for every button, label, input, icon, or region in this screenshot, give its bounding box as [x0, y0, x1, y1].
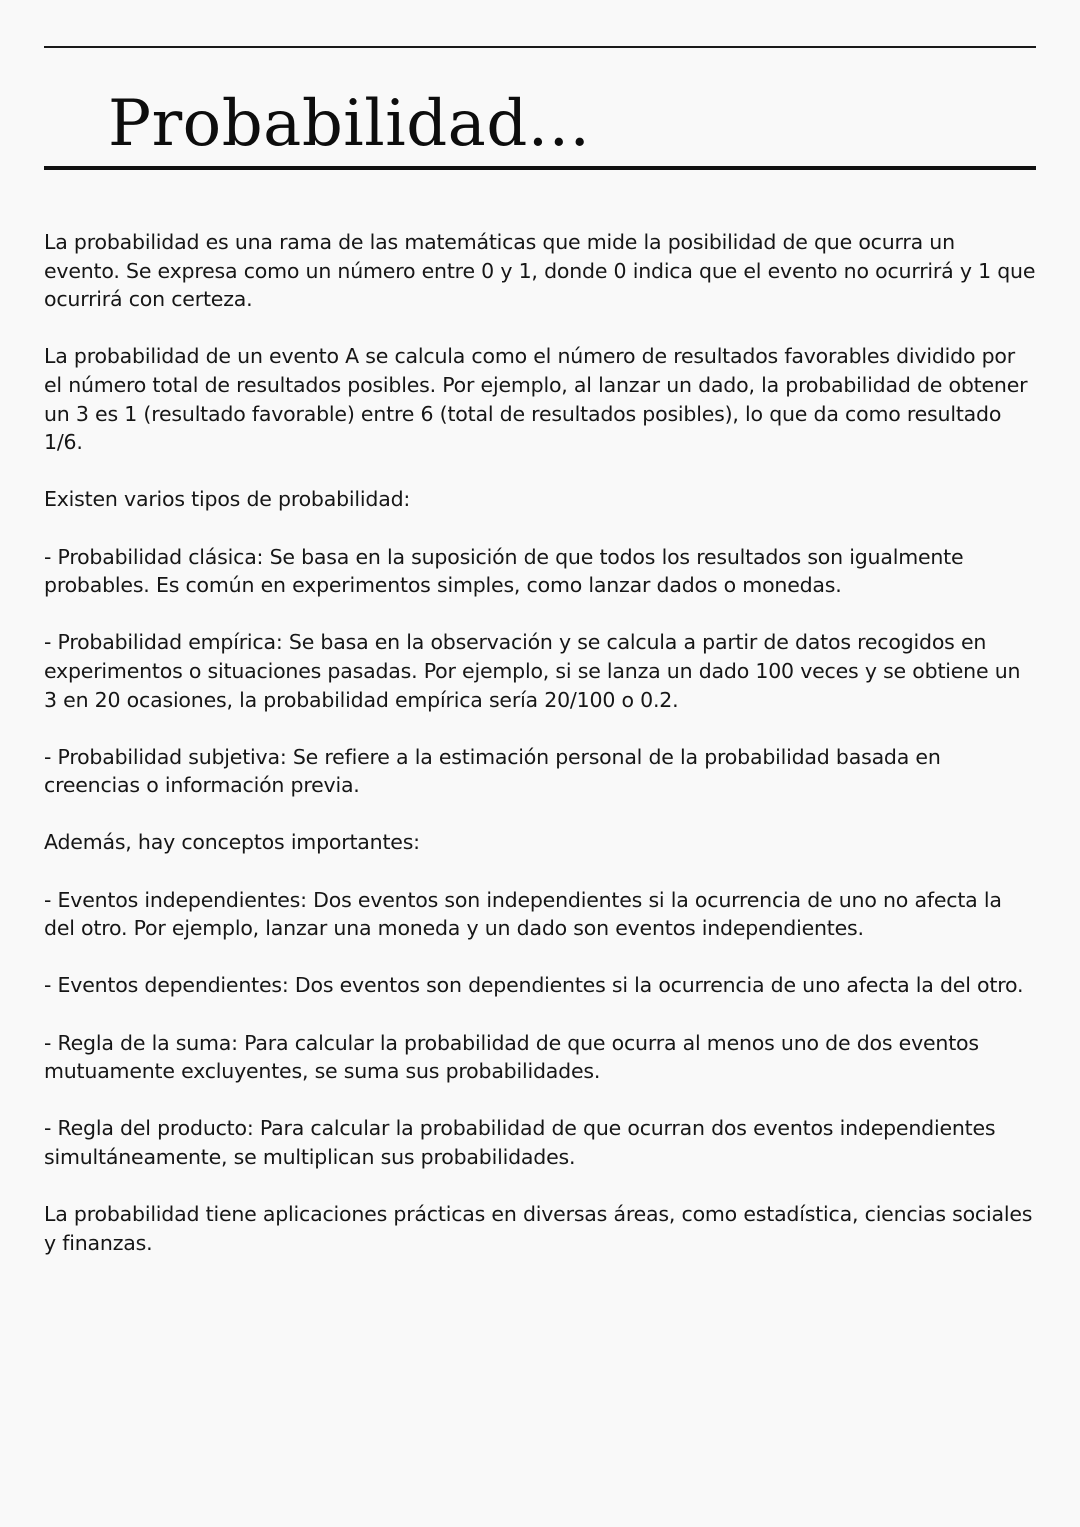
paragraph-product-rule: - Regla del producto: Para calcular la probabilidad de que ocurran dos eventos independientes simultáneamente, se multiplican sus probabilidades.: [44, 1116, 996, 1169]
paragraph-types-heading: Existen varios tipos de probabilidad:: [44, 487, 411, 512]
title-underline: [44, 166, 1036, 170]
paragraph-independent-events: - Eventos independientes: Dos eventos son independientes si la ocurrencia de uno no afecta la del otro. Por ejemplo, lanzar una moneda y un dado son eventos independientes.: [44, 887, 1002, 941]
paragraph-classical: - Probabilidad clásica: Se basa en la suposición de que todos los resultados son igualmente probables. Es común en experimentos simples, como lanzar dados o monedas.: [44, 544, 964, 598]
paragraph-applications: La probabilidad tiene aplicaciones prácticas en diversas áreas, como estadística, ciencias sociales y finanzas.: [44, 1202, 1033, 1255]
paragraph-intro: La probabilidad es una rama de las matemáticas que mide la posibilidad de que ocurra un evento. Se expresa como un número entre 0 y 1, donde 0 indica que el evento no ocurrirá y 1 que ocurrirá con certeza.: [44, 230, 1036, 312]
top-divider: [44, 46, 1036, 48]
paragraph-dependent-events: - Eventos dependientes: Dos eventos son dependientes si la ocurrencia de uno afecta la del otro.: [44, 973, 1024, 998]
paragraph-calculation: La probabilidad de un evento A se calcula como el número de resultados favorables dividido por el número total de resultados posibles. Por ejemplo, al lanzar un dado, la probabilidad de obtener un 3 es 1 (resultado favorable) entre 6 (total de resultados posibles), lo que da como resultado 1/6.: [44, 344, 1028, 455]
paragraph-empirical: - Probabilidad empírica: Se basa en la observación y se calcula a partir de datos recogidos en experimentos o situaciones pasadas. Por ejemplo, si se lanza un dado 100 veces y se obtiene un 3 en 20 ocasiones, la probabilidad empírica sería 20/100 o 0.2.: [44, 630, 1021, 712]
document-body: [44, 228, 1036, 1286]
page-title: Probabilidad...: [108, 87, 591, 161]
paragraph-sum-rule: - Regla de la suma: Para calcular la probabilidad de que ocurra al menos uno de dos eventos mutuamente excluyentes, se suma sus probabilidades.: [44, 1030, 979, 1084]
paragraph-concepts-heading: Además, hay conceptos importantes:: [44, 830, 420, 855]
paragraph-subjective: - Probabilidad subjetiva: Se refiere a la estimación personal de la probabilidad basada en creencias o información previa.: [44, 744, 941, 798]
